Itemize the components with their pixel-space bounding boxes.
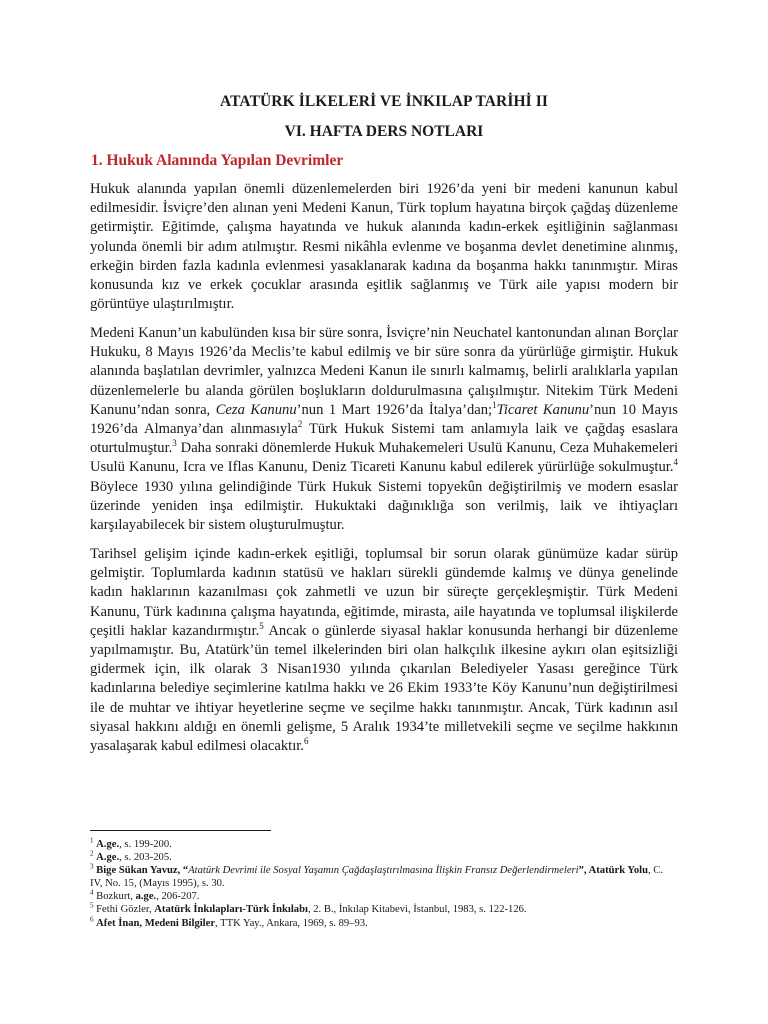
footnote-author: Fethi Gözler, (96, 904, 155, 916)
paragraph-3 (90, 545, 678, 756)
paragraph-2-text: Medeni Kanun’un kabulünden kısa bir süre sonra, İsviçre’nin Neuchatel kantonundan alınan Borçlar Hukuku, 8 Mayıs 1926’da Meclis’te kabul edilmiş ve bir süre sonra da yürürlüğe girmiştir. Hukuk alanında başlatılan devrimler, yalnızca Medeni Kanun ile sınırlı kalmamış, belirli aralıklarla yapılan düzenlemelerle bu alanda görülen boşlukların doldurulmasına çalışılmıştır. Nitekim Türk Medeni Kanunu’ndan sonra, (90, 325, 678, 418)
footnote-author: Bige Sükan Yavuz, (96, 865, 183, 877)
footnotes (90, 838, 678, 930)
document-title: ATATÜRK İLKELERİ VE İNKILAP TARİHİ II (220, 93, 548, 110)
paragraph-2-text: ’nun 1 Mart 1926’da İtalya’dan; (296, 401, 493, 418)
footnote-number: 1 (90, 836, 94, 845)
document-subtitle: VI. HAFTA DERS NOTLARI (284, 123, 484, 140)
footnote-detail: , s. 199-200. (119, 839, 172, 850)
footnote-ref-5[interactable]: 5 (259, 620, 264, 631)
footnote-ref-1[interactable]: 1 (492, 399, 497, 410)
footnote-detail: , TTK Yay., Ankara, 1969, s. 89–93. (215, 917, 368, 929)
footnote-detail: , 2. B., İnkılap Kitabevi, İstanbul, 1983, s. 122-126. (307, 904, 527, 916)
footnote-author: Bozkurt, (96, 891, 136, 903)
footnote-detail: , 206-207. (156, 891, 200, 903)
footnote-3 (90, 864, 678, 890)
ceza-kanunu-term: Ceza Kanunu (215, 401, 297, 418)
footnote-1 (90, 838, 678, 851)
paragraph-3-text: Ancak o günlerde siyasal haklar konusunda herhangi bir düzenleme yapılmamıştır. Bu, Atatürk’ün temel ilkelerinden biri olan halkçılık ilkesine aykırı olan eşitsizliği gidermek için, ilk olarak 3 Nisan1930 yılında çıkarılan Belediyeler Yasası gereğince Türk kadınlarına belediye seçimlerine katılma hakkı ve 26 Ekim 1933’te Köy Kanunu’nun değiştirilmesi ile de muhtar ve ihtiyar heyetlerine seçme ve seçilme hakkı tanınmıştır. Ancak, Türk kadının asıl siyasal hakkını aldığı en önemli gelişme, 5 Aralık 1934’te milletvekili seçme ve seçilme hakkının yasalaşarak kabul edilmesi olacaktır. (90, 622, 678, 755)
footnote-number: 3 (90, 862, 94, 871)
footnote-quote: “ (182, 865, 189, 877)
ticaret-kanunu-term: Ticaret Kanunu (496, 401, 590, 418)
footnote-source: Afet İnan, Medeni Bilgiler (96, 917, 216, 929)
footnote-detail: , s. 203-205. (119, 852, 172, 864)
paragraph-2-text: Türk Hukuk Sistemi tam anlamıyla laik ve çağdaş esaslara oturtulmuştur. (90, 421, 678, 457)
footnote-ref-2[interactable]: 2 (297, 419, 303, 430)
footnote-2 (90, 851, 678, 864)
paragraph-2 (90, 324, 678, 535)
footnote-number: 6 (90, 915, 94, 924)
paragraph-3-text: Tarihsel gelişim içinde kadın-erkek eşitliği, toplumsal bir sorun olarak günümüze kadar sürüp gelmiştir. Toplumlarda kadının statüsü ve hakları sürekli gündemde kalmış ve dünya genelinde kadın haklarının kazanılması çok zahmetli ve uzun bir süreçte gerçekleşmiştir. Türk Medeni Kanunu, Türk kadınına çalışma hayatında, eğitimde, mirasta, aile hayatında ve toplumsal ilişkilerde çeşitli haklar kazandırmıştır. (90, 546, 678, 639)
footnote-journal: Atatürk Yolu (588, 865, 648, 877)
footnote-quote: ”, (578, 865, 589, 877)
footnote-5 (90, 903, 678, 916)
paragraph-2-text: ’nun 10 Mayıs 1926’da Almanya’dan alınmasıyla (90, 401, 678, 438)
footnote-ref-6[interactable]: 6 (303, 736, 309, 747)
footnote-detail: , C. IV, No. 15, (Mayıs 1995), s. 30. (90, 865, 663, 890)
paragraph-1: Hukuk alanında yapılan önemli düzenlemelerden biri 1926’da yeni bir medeni kanunun kabul edilmesidir. İsviçre’den alınan yeni Medeni Kanun, Türk toplum hayatına birçok çağdaş düzenleme getirmiştir. Eğitimde, çalışma hayatında ve hukuk alanında kadın-erkek eşitliğinin sağlanması yolunda önemli bir adım atılmıştır. Resmi nikâhla evlenme ve boşanma devlet denetimine alınmış, erkeğin birden fazla kadınla evlenmesi yasaklanarak kadına da boşanma hakkı tanınmıştır. Miras konusunda kız ve erkek çocuklar arasında eşitlik sağlanmış ve Türk aile yapısı modern bir görüntüye ulaştırılmıştır. (90, 181, 678, 313)
footnote-ref-4[interactable]: 4 (673, 457, 678, 468)
paragraph-2-text: Daha sonraki dönemlerde Hukuk Muhakemeleri Usulü Kanunu, Ceza Muhakemeleri Usulü Kanunu, Icra ve Iflas Kanunu, Deniz Ticareti Kanunu kabul edilerek yürürlüğe sokulmuştur. (90, 440, 678, 476)
footnote-source: A.ge. (96, 839, 120, 850)
paragraph-2-text: Böylece 1930 yılına gelindiğinde Türk Hukuk Sistemi topyekûn değiştirilmiş ve modern esaslar üzerinde yeniden inşa edilmiştir. Hukuktaki dağınıklığa son verilmiş, laik ve ihtiyaçları karşılayabilecek bir sistem oluşturulmuştur. (90, 478, 678, 534)
footnote-source: Atatürk İnkılapları-Türk İnkılabı (154, 904, 308, 916)
footnote-number: 2 (90, 849, 94, 858)
footnote-article-title: Atatürk Devrimi ile Sosyal Yaşamın Çağdaşlaştırılmasına İlişkin Fransız Değerlendirmeleri (188, 865, 579, 877)
footnote-separator (90, 830, 271, 831)
footnote-4 (90, 890, 678, 903)
footnote-source: a.ge. (135, 891, 157, 903)
section-heading: 1. Hukuk Alanında Yapılan Devrimler (91, 152, 344, 169)
footnote-6 (90, 917, 678, 930)
footnote-number: 4 (90, 888, 94, 897)
footnote-number: 5 (90, 901, 94, 910)
footnote-source: A.ge. (96, 852, 120, 864)
footnote-ref-3[interactable]: 3 (172, 438, 177, 449)
